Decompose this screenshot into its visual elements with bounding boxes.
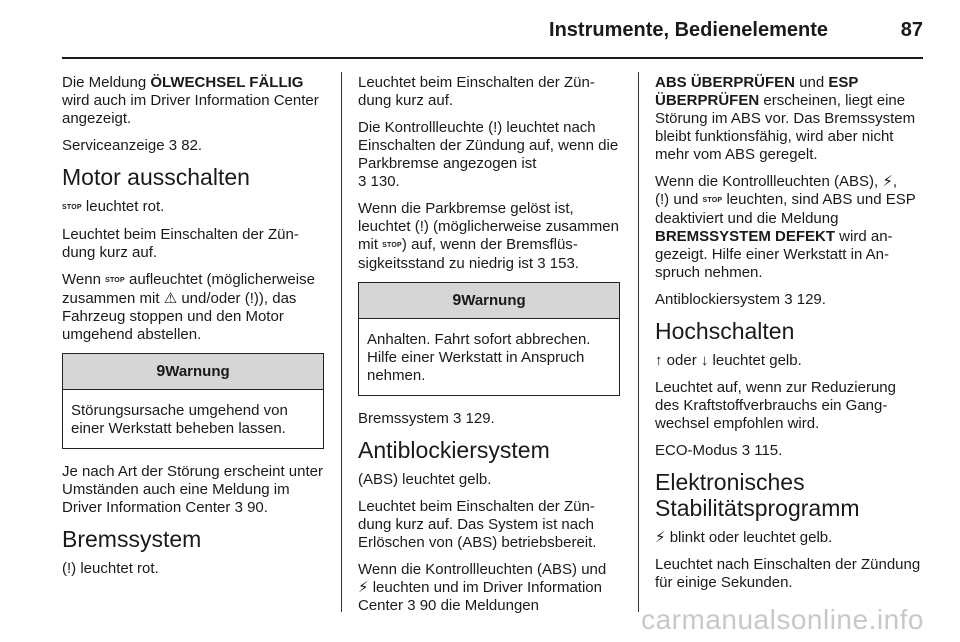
warning-triangle-icon: 9	[156, 363, 166, 380]
shift-down-icon: ↓	[700, 352, 709, 369]
reference-arrow-icon: 3	[784, 291, 793, 308]
paragraph: Wenn die Kontrollleuchten (ABS) und ⚡ leuchten und im Driver Information Center 3 90 die Meldungen	[358, 561, 607, 614]
abs-icon: (ABS)	[537, 561, 578, 578]
paragraph: Leuchtet beim Einschalten der Zündung kurz auf. Das System ist nach Erlöschen von (ABS) betriebsbereit.	[358, 498, 597, 551]
warning-header: 9Warnung	[359, 283, 619, 319]
paragraph: Leuchtet auf, wenn zur Reduzierung des Kraftstoffverbrauchs ein Gangwechsel empfohlen wird.	[655, 379, 896, 432]
stop-icon: STOP	[382, 242, 402, 249]
section-heading-hochschalten: Hochschalten	[655, 318, 795, 344]
reference-arrow-icon: 3	[537, 255, 546, 272]
brake-warning-icon: (!)	[62, 560, 77, 577]
warning-body: Anhalten. Fahrt sofort abbrechen. Hilfe einer Werkstatt in Anspruch nehmen.	[367, 331, 591, 384]
paragraph: Serviceanzeige 3 82.	[62, 137, 203, 154]
paragraph: Antiblockiersystem 3 129.	[655, 291, 826, 308]
warning-header: 9Warnung	[63, 354, 323, 390]
paragraph: ⚡ blinkt oder leuchtet gelb.	[655, 529, 833, 546]
reference-arrow-icon: 3	[358, 173, 367, 190]
paragraph: ECO-Modus 3 115.	[655, 442, 783, 459]
paragraph: ABS ÜBERPRÜFEN und ESP ÜBERPRÜFEN erscheinen, liegt eine Störung im ABS vor. Das Bremssystem bleibt funktionsfähig, wird aber nicht mehr vom ABS geregelt.	[655, 74, 916, 163]
paragraph: Leuchtet beim Einschalten der Zündung kurz auf.	[358, 74, 595, 109]
warning-box	[62, 353, 324, 449]
message-oelwechsel: ÖLWECHSEL FÄLLIG	[150, 74, 304, 91]
shift-up-icon: ↑	[655, 352, 663, 369]
reference-arrow-icon: 3	[168, 137, 178, 154]
paragraph: (!) leuchtet rot.	[62, 560, 159, 577]
paragraph: Bremssystem 3 129.	[358, 410, 495, 427]
brake-warning-icon: (!)	[655, 191, 670, 208]
esp-icon: ⚡	[655, 529, 666, 546]
warning-body: Störungsursache umgehend von einer Werkstatt beheben lassen.	[71, 402, 288, 437]
section-heading-abs: Antiblockiersystem	[358, 437, 550, 463]
paragraph: STOP leuchtet rot.	[62, 198, 165, 215]
header-rule	[62, 57, 923, 59]
paragraph: Wenn STOP aufleuchtet (möglicherweise zusammen mit ⚠ und/oder (!)), das Fahrzeug stoppen und den Motor umgehend abstellen.	[62, 271, 315, 343]
brake-warning-icon: (!)	[488, 119, 503, 136]
paragraph: ↑ oder ↓ leuchtet gelb.	[655, 352, 802, 369]
page-header	[0, 0, 960, 62]
reference-arrow-icon: 3	[453, 410, 462, 427]
brake-warning-icon: (!)	[414, 218, 429, 235]
paragraph: (ABS) leuchtet gelb.	[358, 471, 492, 488]
stop-icon: STOP	[702, 197, 723, 204]
column-2	[358, 74, 620, 624]
paragraph: Wenn die Parkbremse gelöst ist, leuchtet (!) (möglicherweise zusammen mit STOP) auf, wenn der Bremsflüssigkeitsstand zu niedrig ist 3 153.	[358, 200, 619, 272]
page-number: 87	[900, 19, 923, 41]
paragraph: Die Meldung ÖLWECHSEL FÄLLIG wird auch im Driver Information Center angezeigt.	[62, 74, 319, 127]
brake-warning-icon: (!)	[244, 290, 259, 307]
paragraph: Je nach Art der Störung erscheint unter Umständen auch eine Meldung im Driver Information Center 3 90.	[62, 463, 323, 516]
page-title: Instrumente, Bedienelemente	[549, 19, 828, 41]
paragraph: Leuchtet beim Einschalten der Zündung kurz auf.	[62, 226, 299, 261]
section-heading-esp: Elektronisches Stabilitätsprogramm	[655, 469, 860, 521]
stop-icon: STOP	[105, 277, 125, 284]
section-heading-bremssystem: Bremssystem	[62, 526, 202, 552]
warning-box	[358, 282, 620, 396]
reference-arrow-icon: 3	[234, 499, 243, 516]
warning-triangle-icon: 9	[452, 292, 462, 309]
esp-icon: ⚡	[882, 173, 893, 190]
section-heading-motor: Motor ausschalten	[62, 164, 250, 190]
reference-arrow-icon: 3	[407, 597, 416, 614]
column-divider	[341, 72, 342, 612]
column-3	[655, 74, 923, 601]
paragraph: Leuchtet nach Einschalten der Zündung für einige Sekunden.	[655, 556, 921, 591]
column-1	[62, 74, 324, 587]
paragraph: Die Kontrollleuchte (!) leuchtet nach Einschalten der Zündung auf, wenn die Parkbremse angezogen ist 3 130.	[358, 119, 619, 190]
stop-icon: STOP	[62, 204, 82, 211]
watermark: carmanualsonline.info	[641, 604, 924, 635]
abs-icon: (ABS)	[457, 534, 498, 551]
coolant-icon: ⚠	[163, 290, 178, 307]
esp-icon: ⚡	[358, 579, 369, 596]
paragraph: Wenn die Kontrollleuchten (ABS), ⚡, (!) und STOP leuchten, sind ABS und ESP deaktiviert und die Meldung BREMSSYSTEM DEFEKT wird angezeigt. Hilfe einer Werkstatt in Anspruch nehmen.	[655, 173, 916, 281]
abs-icon: (ABS)	[358, 471, 399, 488]
reference-arrow-icon: 3	[741, 442, 751, 459]
column-divider	[638, 72, 639, 612]
abs-icon: (ABS)	[834, 173, 875, 190]
